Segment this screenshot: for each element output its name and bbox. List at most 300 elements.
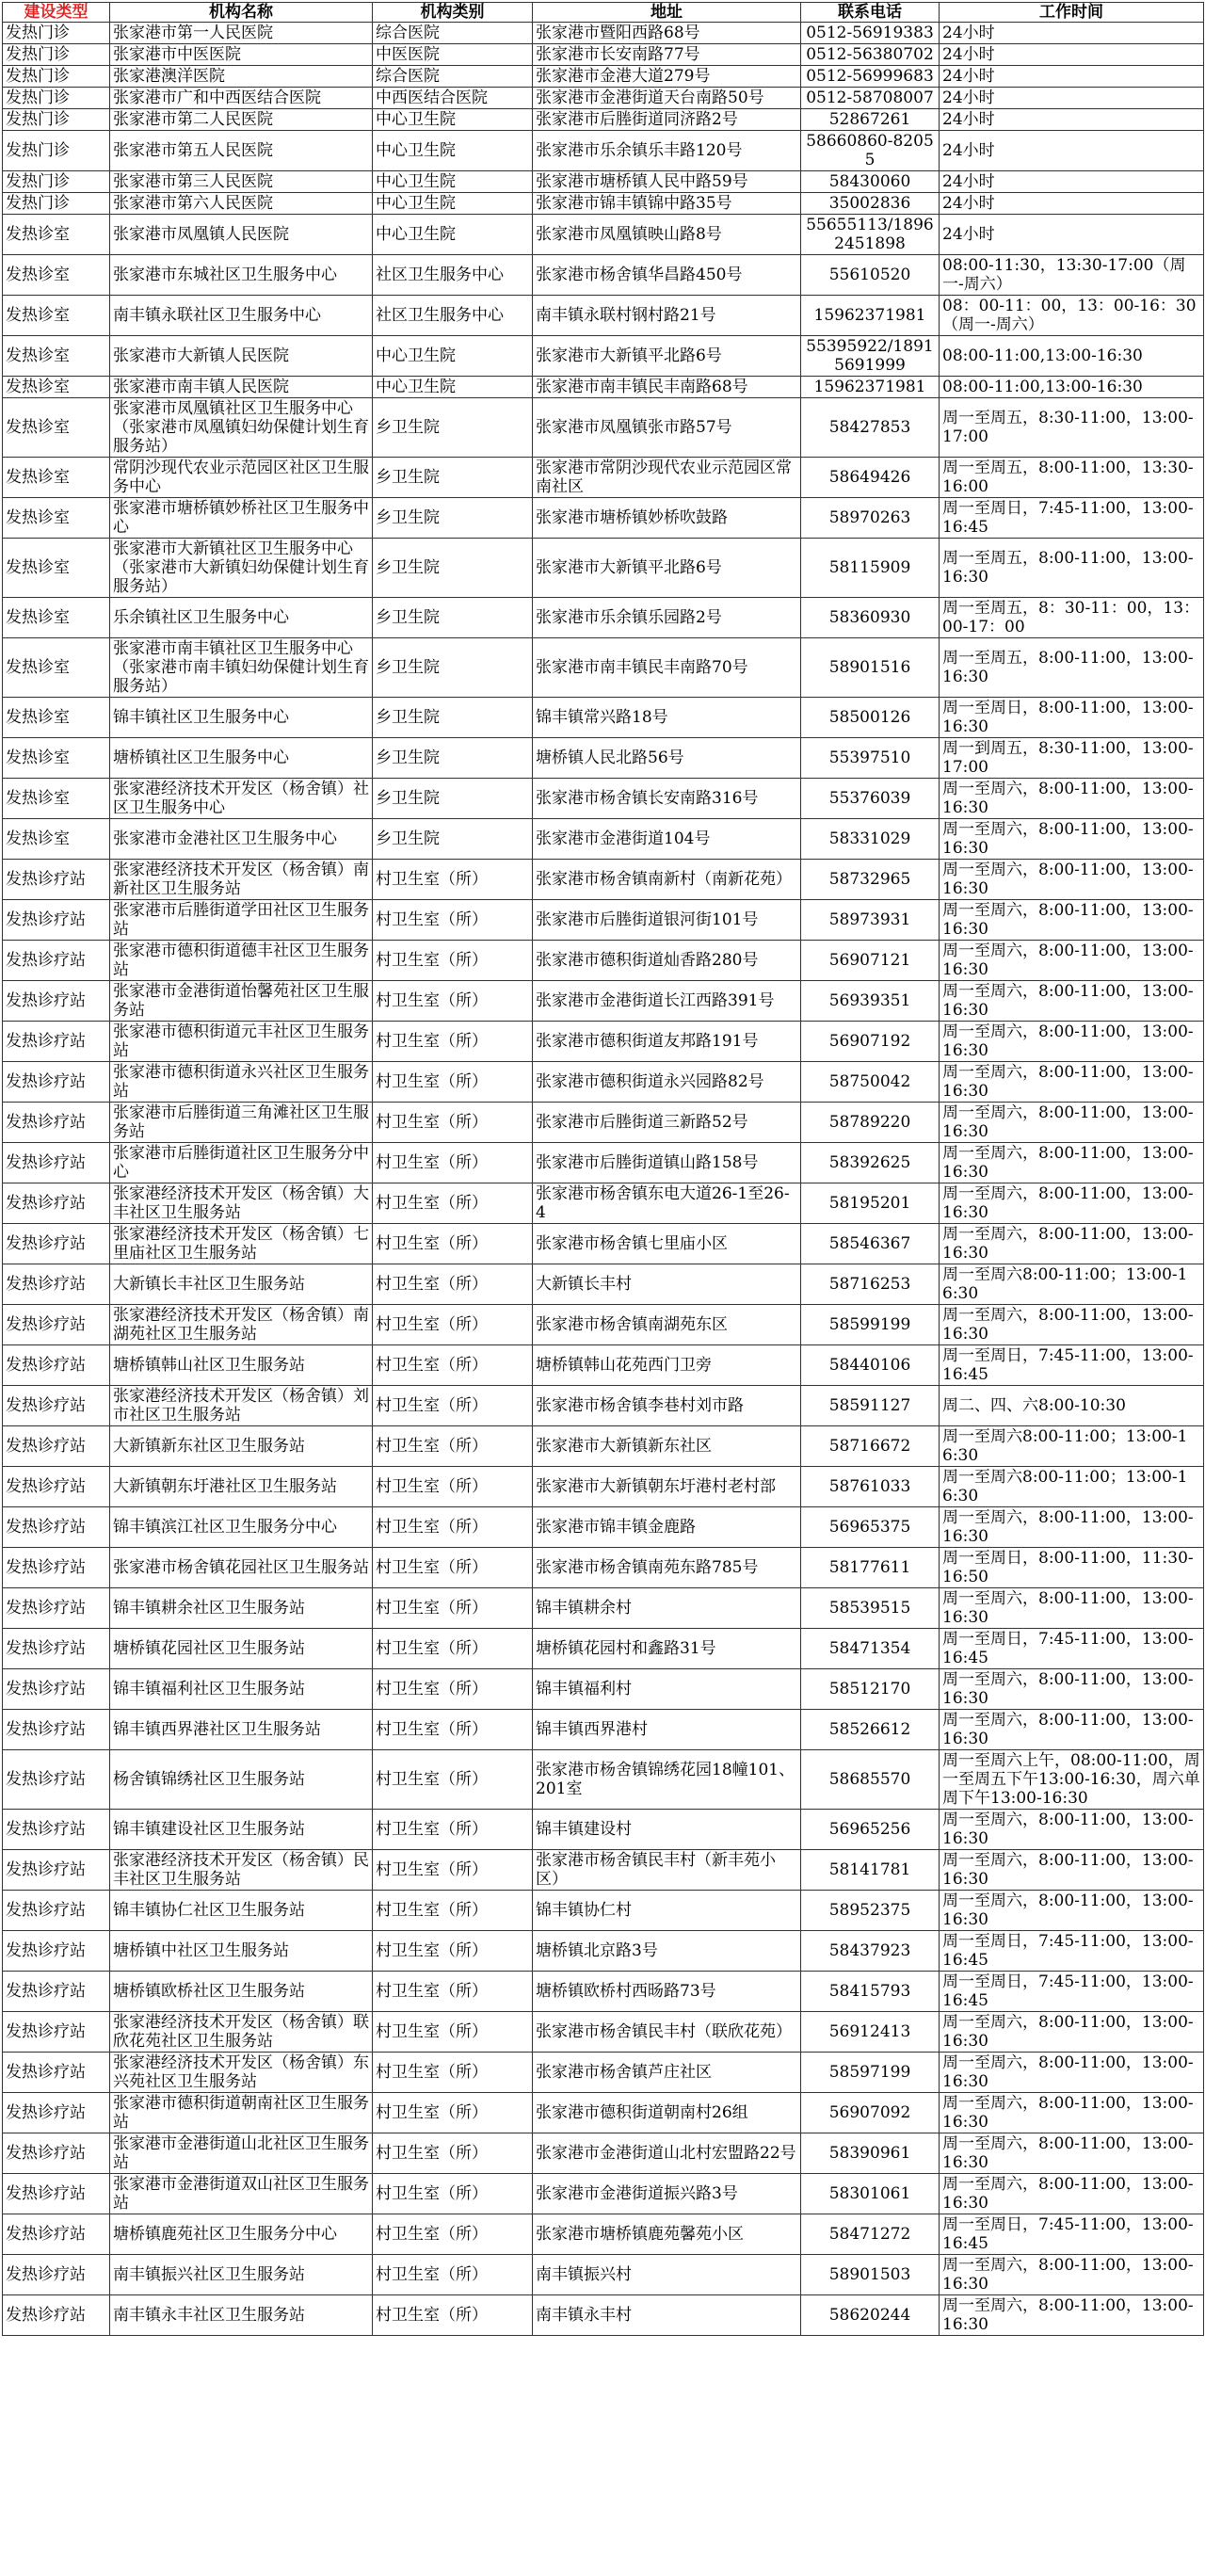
cell-phone: 58660860-82055 [801, 131, 940, 171]
cell-hours: 周一至周六，8:00-11:00，13:00-16:30 [940, 819, 1204, 860]
cell-type: 发热诊室 [3, 215, 110, 255]
cell-type: 发热诊室 [3, 296, 110, 336]
cell-address: 大新镇长丰村 [533, 1264, 801, 1305]
cell-name: 南丰镇永丰社区卫生服务站 [110, 2295, 373, 2336]
cell-category: 村卫生室（所） [373, 1143, 533, 1183]
cell-address: 张家港市后塍街道镇山路158号 [533, 1143, 801, 1183]
cell-name: 锦丰镇滨江社区卫生服务分中心 [110, 1507, 373, 1548]
cell-address: 张家港市大新镇新东社区 [533, 1426, 801, 1467]
cell-phone: 56939351 [801, 981, 940, 1022]
cell-type: 发热诊疗站 [3, 1629, 110, 1669]
cell-address: 张家港市锦丰镇金鹿路 [533, 1507, 801, 1548]
table-row [3, 2133, 1204, 2174]
cell-name: 张家港市凤凰镇社区卫生服务中心（张家港市凤凰镇妇幼保健计划生育服务站） [110, 398, 373, 458]
cell-phone: 58415793 [801, 1972, 940, 2012]
table-row [3, 900, 1204, 941]
cell-name: 南丰镇永联社区卫生服务中心 [110, 296, 373, 336]
cell-type: 发热诊疗站 [3, 2295, 110, 2336]
table-row [3, 779, 1204, 819]
cell-hours: 周一至周六，8:00-11:00，13:00-16:30 [940, 1022, 1204, 1062]
cell-type: 发热诊室 [3, 819, 110, 860]
header-type: 建设类型 [3, 3, 110, 23]
cell-category: 乡卫生院 [373, 398, 533, 458]
cell-phone: 58512170 [801, 1669, 940, 1710]
cell-hours: 周一至周六，8:00-11:00，13:00-16:30 [940, 1710, 1204, 1750]
cell-type: 发热诊疗站 [3, 2214, 110, 2255]
cell-hours: 周一至周六，8:00-11:00，13:00-16:30 [940, 1183, 1204, 1224]
cell-type: 发热诊疗站 [3, 1143, 110, 1183]
cell-type: 发热诊室 [3, 598, 110, 638]
cell-type: 发热诊室 [3, 458, 110, 498]
cell-phone: 58430060 [801, 171, 940, 193]
cell-name: 张家港市杨舍镇花园社区卫生服务站 [110, 1548, 373, 1588]
cell-category: 村卫生室（所） [373, 1750, 533, 1810]
cell-category: 村卫生室（所） [373, 1224, 533, 1264]
cell-hours: 周一至周六，8:00-11:00，13:00-16:30 [940, 1103, 1204, 1143]
table-row [3, 66, 1204, 88]
cell-name: 杨舍镇锦绣社区卫生服务站 [110, 1750, 373, 1810]
table-row [3, 109, 1204, 131]
table-row [3, 1972, 1204, 2012]
cell-address: 张家港市塘桥镇妙桥吹鼓路 [533, 498, 801, 539]
cell-phone: 56907092 [801, 2093, 940, 2133]
cell-name: 张家港市东城社区卫生服务中心 [110, 255, 373, 296]
cell-name: 张家港市金港街道山北社区卫生服务站 [110, 2133, 373, 2174]
cell-address: 张家港市金港街道山北村宏盟路22号 [533, 2133, 801, 2174]
cell-address: 塘桥镇欧桥村西旸路73号 [533, 1972, 801, 2012]
cell-name: 张家港市中医医院 [110, 44, 373, 66]
cell-hours: 周一至周六，8:00-11:00，13:00-16:30 [940, 779, 1204, 819]
table-row [3, 1629, 1204, 1669]
cell-address: 张家港市大新镇平北路6号 [533, 539, 801, 598]
cell-type: 发热门诊 [3, 88, 110, 109]
cell-name: 张家港市金港社区卫生服务中心 [110, 819, 373, 860]
cell-hours: 周一至周日，7:45-11:00，13:00-16:45 [940, 1629, 1204, 1669]
cell-name: 塘桥镇欧桥社区卫生服务站 [110, 1972, 373, 2012]
cell-hours: 周一至周五，8:00-11:00，13:30-16:00 [940, 458, 1204, 498]
table-row [3, 1426, 1204, 1467]
cell-name: 锦丰镇社区卫生服务中心 [110, 698, 373, 738]
cell-name: 乐余镇社区卫生服务中心 [110, 598, 373, 638]
cell-type: 发热诊疗站 [3, 860, 110, 900]
cell-phone: 58195201 [801, 1183, 940, 1224]
cell-hours: 24小时 [940, 66, 1204, 88]
cell-category: 社区卫生服务中心 [373, 296, 533, 336]
cell-name: 张家港澳洋医院 [110, 66, 373, 88]
cell-phone: 55610520 [801, 255, 940, 296]
cell-address: 张家港市凤凰镇映山路8号 [533, 215, 801, 255]
cell-address: 张家港市塘桥镇鹿苑馨苑小区 [533, 2214, 801, 2255]
table-row [3, 1022, 1204, 1062]
cell-type: 发热诊疗站 [3, 1507, 110, 1548]
cell-type: 发热诊疗站 [3, 1183, 110, 1224]
table-row [3, 598, 1204, 638]
cell-phone: 58427853 [801, 398, 940, 458]
cell-address: 张家港市暨阳西路68号 [533, 23, 801, 44]
cell-category: 村卫生室（所） [373, 1345, 533, 1386]
cell-address: 张家港市杨舍镇民丰村（新丰苑小区） [533, 1850, 801, 1891]
cell-phone: 58597199 [801, 2053, 940, 2093]
cell-address: 塘桥镇人民北路56号 [533, 738, 801, 779]
table-row [3, 1588, 1204, 1629]
table-row [3, 2214, 1204, 2255]
cell-hours: 08：00-11：00，13：00-16：30（周一-周六） [940, 296, 1204, 336]
cell-phone: 58685570 [801, 1750, 940, 1810]
cell-type: 发热诊疗站 [3, 2053, 110, 2093]
cell-category: 乡卫生院 [373, 738, 533, 779]
cell-type: 发热诊室 [3, 738, 110, 779]
cell-phone: 55397510 [801, 738, 940, 779]
table-row [3, 1669, 1204, 1710]
cell-address: 张家港市杨舍镇南新村（南新花苑） [533, 860, 801, 900]
cell-phone: 58599199 [801, 1305, 940, 1345]
cell-category: 村卫生室（所） [373, 1507, 533, 1548]
cell-type: 发热诊室 [3, 698, 110, 738]
table-row [3, 1467, 1204, 1507]
cell-type: 发热门诊 [3, 193, 110, 215]
cell-category: 村卫生室（所） [373, 1022, 533, 1062]
table-row [3, 1345, 1204, 1386]
cell-hours: 周一至周六，8:00-11:00，13:00-16:30 [940, 941, 1204, 981]
table-row [3, 398, 1204, 458]
cell-address: 锦丰镇耕余村 [533, 1588, 801, 1629]
table-row [3, 296, 1204, 336]
cell-name: 张家港市南丰镇人民医院 [110, 377, 373, 398]
cell-type: 发热诊疗站 [3, 1426, 110, 1467]
cell-category: 村卫生室（所） [373, 1931, 533, 1972]
cell-category: 村卫生室（所） [373, 1810, 533, 1850]
cell-category: 村卫生室（所） [373, 1183, 533, 1224]
cell-category: 村卫生室（所） [373, 1972, 533, 2012]
table-row [3, 819, 1204, 860]
cell-name: 张家港市第五人民医院 [110, 131, 373, 171]
cell-address: 张家港市南丰镇民丰南路70号 [533, 638, 801, 698]
cell-category: 综合医院 [373, 66, 533, 88]
header-name: 机构名称 [110, 3, 373, 23]
cell-address: 锦丰镇西界港村 [533, 1710, 801, 1750]
cell-phone: 58115909 [801, 539, 940, 598]
cell-name: 张家港市南丰镇社区卫生服务中心（张家港市南丰镇妇幼保健计划生育服务站） [110, 638, 373, 698]
table-row [3, 215, 1204, 255]
cell-hours: 周一到周五，8:30-11:00，13:00-17:00 [940, 738, 1204, 779]
cell-hours: 周一至周六，8:00-11:00，13:00-16:30 [940, 2012, 1204, 2053]
cell-name: 张家港市凤凰镇人民医院 [110, 215, 373, 255]
cell-address: 张家港市德积街道友邦路191号 [533, 1022, 801, 1062]
cell-name: 张家港市第一人民医院 [110, 23, 373, 44]
table-row [3, 498, 1204, 539]
cell-name: 张家港市后塍街道社区卫生服务分中心 [110, 1143, 373, 1183]
cell-hours: 24小时 [940, 193, 1204, 215]
cell-category: 中心卫生院 [373, 171, 533, 193]
cell-hours: 周一至周六，8:00-11:00，13:00-16:30 [940, 1143, 1204, 1183]
cell-hours: 24小时 [940, 88, 1204, 109]
cell-category: 村卫生室（所） [373, 981, 533, 1022]
cell-category: 村卫生室（所） [373, 1062, 533, 1103]
cell-name: 张家港经济技术开发区（杨舍镇）七里庙社区卫生服务站 [110, 1224, 373, 1264]
cell-category: 村卫生室（所） [373, 2053, 533, 2093]
cell-category: 村卫生室（所） [373, 2012, 533, 2053]
cell-hours: 08:00-11:00,13:00-16:30 [940, 336, 1204, 377]
cell-category: 村卫生室（所） [373, 1386, 533, 1426]
cell-type: 发热门诊 [3, 171, 110, 193]
cell-address: 张家港市后塍街道同济路2号 [533, 109, 801, 131]
cell-type: 发热门诊 [3, 109, 110, 131]
cell-name: 张家港市第三人民医院 [110, 171, 373, 193]
cell-category: 村卫生室（所） [373, 1426, 533, 1467]
cell-hours: 周一至周六，8:00-11:00，13:00-16:30 [940, 2295, 1204, 2336]
cell-hours: 周一至周日，8:00-11:00，13:00-16:30 [940, 698, 1204, 738]
cell-name: 大新镇朝东圩港社区卫生服务站 [110, 1467, 373, 1507]
table-row [3, 1224, 1204, 1264]
cell-hours: 24小时 [940, 171, 1204, 193]
cell-type: 发热诊疗站 [3, 2255, 110, 2295]
cell-phone: 0512-58708007 [801, 88, 940, 109]
cell-type: 发热门诊 [3, 23, 110, 44]
fever-clinic-table [2, 2, 1204, 2336]
cell-hours: 24小时 [940, 23, 1204, 44]
cell-name: 张家港市后塍街道学田社区卫生服务站 [110, 900, 373, 941]
cell-name: 张家港市德积街道德丰社区卫生服务站 [110, 941, 373, 981]
cell-phone: 55395922/18915691999 [801, 336, 940, 377]
cell-address: 张家港市金港街道振兴路3号 [533, 2174, 801, 2214]
cell-type: 发热诊室 [3, 638, 110, 698]
cell-category: 村卫生室（所） [373, 2174, 533, 2214]
table-row [3, 2053, 1204, 2093]
cell-phone: 55376039 [801, 779, 940, 819]
table-row [3, 1264, 1204, 1305]
table-row [3, 2255, 1204, 2295]
cell-category: 乡卫生院 [373, 779, 533, 819]
table-row [3, 981, 1204, 1022]
cell-name: 塘桥镇花园社区卫生服务站 [110, 1629, 373, 1669]
cell-phone: 58952375 [801, 1891, 940, 1931]
cell-phone: 58591127 [801, 1386, 940, 1426]
cell-hours: 周一至周六8:00-11:00；13:00-16:30 [940, 1264, 1204, 1305]
table-row [3, 336, 1204, 377]
cell-address: 张家港市杨舍镇华昌路450号 [533, 255, 801, 296]
cell-hours: 周一至周六，8:00-11:00，13:00-16:30 [940, 981, 1204, 1022]
table-row [3, 377, 1204, 398]
cell-category: 村卫生室（所） [373, 1891, 533, 1931]
table-body [3, 23, 1204, 2336]
cell-address: 张家港市杨舍镇民丰村（联欣花苑） [533, 2012, 801, 2053]
cell-category: 乡卫生院 [373, 598, 533, 638]
cell-type: 发热诊疗站 [3, 2133, 110, 2174]
table-row [3, 539, 1204, 598]
table-row [3, 1891, 1204, 1931]
cell-address: 锦丰镇常兴路18号 [533, 698, 801, 738]
cell-name: 张家港市第六人民医院 [110, 193, 373, 215]
cell-hours: 周二、四、六8:00-10:30 [940, 1386, 1204, 1426]
cell-hours: 周一至周日，7:45-11:00，13:00-16:45 [940, 1345, 1204, 1386]
cell-phone: 58973931 [801, 900, 940, 941]
cell-hours: 24小时 [940, 131, 1204, 171]
cell-phone: 58392625 [801, 1143, 940, 1183]
cell-name: 塘桥镇韩山社区卫生服务站 [110, 1345, 373, 1386]
cell-type: 发热诊疗站 [3, 1891, 110, 1931]
cell-type: 发热诊疗站 [3, 1103, 110, 1143]
cell-address: 张家港市大新镇平北路6号 [533, 336, 801, 377]
cell-category: 村卫生室（所） [373, 2133, 533, 2174]
table-row [3, 1850, 1204, 1891]
table-row [3, 1750, 1204, 1810]
cell-address: 张家港市大新镇朝东圩港村老村部 [533, 1467, 801, 1507]
cell-category: 社区卫生服务中心 [373, 255, 533, 296]
cell-hours: 08:00-11:30，13:30-17:00（周一-周六） [940, 255, 1204, 296]
cell-name: 张家港市广和中西医结合医院 [110, 88, 373, 109]
cell-type: 发热诊疗站 [3, 2093, 110, 2133]
cell-name: 张家港市金港街道怡馨苑社区卫生服务站 [110, 981, 373, 1022]
cell-address: 南丰镇振兴村 [533, 2255, 801, 2295]
cell-hours: 周一至周六，8:00-11:00，13:00-16:30 [940, 1305, 1204, 1345]
cell-address: 张家港市塘桥镇人民中路59号 [533, 171, 801, 193]
cell-name: 张家港市德积街道元丰社区卫生服务站 [110, 1022, 373, 1062]
header-phone: 联系电话 [801, 3, 940, 23]
cell-type: 发热诊疗站 [3, 1850, 110, 1891]
cell-type: 发热诊疗站 [3, 1931, 110, 1972]
cell-category: 村卫生室（所） [373, 1669, 533, 1710]
table-row [3, 44, 1204, 66]
cell-phone: 58649426 [801, 458, 940, 498]
table-row [3, 1143, 1204, 1183]
cell-address: 张家港市金港街道天台南路50号 [533, 88, 801, 109]
cell-phone: 58716672 [801, 1426, 940, 1467]
table-row [3, 1386, 1204, 1426]
cell-phone: 58471272 [801, 2214, 940, 2255]
table-row [3, 698, 1204, 738]
cell-address: 张家港市长安南路77号 [533, 44, 801, 66]
cell-hours: 周一至周六，8:00-11:00，13:00-16:30 [940, 2133, 1204, 2174]
cell-hours: 周一至周六，8:00-11:00，13:00-16:30 [940, 860, 1204, 900]
cell-phone: 52867261 [801, 109, 940, 131]
cell-name: 锦丰镇耕余社区卫生服务站 [110, 1588, 373, 1629]
cell-name: 锦丰镇协仁社区卫生服务站 [110, 1891, 373, 1931]
table-row [3, 1305, 1204, 1345]
cell-category: 村卫生室（所） [373, 1103, 533, 1143]
cell-name: 锦丰镇建设社区卫生服务站 [110, 1810, 373, 1850]
header-category: 机构类别 [373, 3, 533, 23]
cell-address: 张家港市锦丰镇锦中路35号 [533, 193, 801, 215]
cell-category: 中心卫生院 [373, 336, 533, 377]
cell-hours: 周一至周六，8:00-11:00，13:00-16:30 [940, 2174, 1204, 2214]
table-row [3, 1931, 1204, 1972]
header-hours: 工作时间 [940, 3, 1204, 23]
cell-category: 村卫生室（所） [373, 1467, 533, 1507]
cell-hours: 周一至周六，8:00-11:00，13:00-16:30 [940, 2053, 1204, 2093]
table-row [3, 2093, 1204, 2133]
cell-phone: 58437923 [801, 1931, 940, 1972]
cell-phone: 58390961 [801, 2133, 940, 2174]
cell-hours: 周一至周五，8:30-11:00，13:00-17:00 [940, 398, 1204, 458]
cell-type: 发热诊室 [3, 377, 110, 398]
cell-hours: 周一至周六，8:00-11:00，13:00-16:30 [940, 900, 1204, 941]
cell-address: 张家港市杨舍镇李巷村刘市路 [533, 1386, 801, 1426]
cell-category: 村卫生室（所） [373, 2295, 533, 2336]
cell-phone: 58761033 [801, 1467, 940, 1507]
cell-phone: 58750042 [801, 1062, 940, 1103]
cell-phone: 58360930 [801, 598, 940, 638]
cell-category: 中心卫生院 [373, 109, 533, 131]
cell-address: 张家港市杨舍镇锦绣花园18幢101、201室 [533, 1750, 801, 1810]
cell-type: 发热诊疗站 [3, 1467, 110, 1507]
table-row [3, 2295, 1204, 2336]
cell-phone: 35002836 [801, 193, 940, 215]
cell-type: 发热诊疗站 [3, 2012, 110, 2053]
cell-type: 发热诊疗站 [3, 1264, 110, 1305]
cell-category: 乡卫生院 [373, 458, 533, 498]
cell-type: 发热门诊 [3, 66, 110, 88]
table-row [3, 1103, 1204, 1143]
cell-address: 张家港市后塍街道三新路52号 [533, 1103, 801, 1143]
cell-address: 张家港市德积街道永兴园路82号 [533, 1062, 801, 1103]
cell-type: 发热诊疗站 [3, 2174, 110, 2214]
cell-type: 发热门诊 [3, 44, 110, 66]
cell-address: 张家港市杨舍镇南苑东路785号 [533, 1548, 801, 1588]
table-row [3, 131, 1204, 171]
cell-phone: 58789220 [801, 1103, 940, 1143]
cell-phone: 56965375 [801, 1507, 940, 1548]
cell-category: 村卫生室（所） [373, 2255, 533, 2295]
cell-category: 乡卫生院 [373, 498, 533, 539]
cell-type: 发热诊疗站 [3, 1305, 110, 1345]
cell-name: 张家港市后塍街道三角滩社区卫生服务站 [110, 1103, 373, 1143]
cell-name: 塘桥镇社区卫生服务中心 [110, 738, 373, 779]
cell-address: 张家港市杨舍镇七里庙小区 [533, 1224, 801, 1264]
cell-category: 乡卫生院 [373, 819, 533, 860]
cell-hours: 08:00-11:00,13:00-16:30 [940, 377, 1204, 398]
cell-hours: 周一至周六，8:00-11:00，13:00-16:30 [940, 1507, 1204, 1548]
cell-category: 村卫生室（所） [373, 941, 533, 981]
cell-type: 发热诊疗站 [3, 941, 110, 981]
cell-address: 张家港市杨舍镇芦庄社区 [533, 2053, 801, 2093]
cell-name: 张家港市大新镇人民医院 [110, 336, 373, 377]
cell-category: 中医医院 [373, 44, 533, 66]
cell-hours: 周一至周五，8:00-11:00，13:00-16:30 [940, 638, 1204, 698]
cell-phone: 58440106 [801, 1345, 940, 1386]
cell-category: 中心卫生院 [373, 215, 533, 255]
table-row [3, 738, 1204, 779]
cell-name: 大新镇长丰社区卫生服务站 [110, 1264, 373, 1305]
cell-phone: 56912413 [801, 2012, 940, 2053]
cell-phone: 58500126 [801, 698, 940, 738]
cell-hours: 周一至周日，7:45-11:00，13:00-16:45 [940, 2214, 1204, 2255]
table-row [3, 88, 1204, 109]
cell-address: 张家港市杨舍镇南湖苑东区 [533, 1305, 801, 1345]
cell-phone: 58526612 [801, 1710, 940, 1750]
cell-phone: 0512-56919383 [801, 23, 940, 44]
cell-hours: 周一至周六，8:00-11:00，13:00-16:30 [940, 1850, 1204, 1891]
cell-hours: 周一至周六，8:00-11:00，13:00-16:30 [940, 1891, 1204, 1931]
cell-type: 发热诊疗站 [3, 981, 110, 1022]
cell-name: 塘桥镇中社区卫生服务站 [110, 1931, 373, 1972]
cell-name: 张家港市塘桥镇妙桥社区卫生服务中心 [110, 498, 373, 539]
cell-hours: 周一至周六，8:00-11:00，13:00-16:30 [940, 2255, 1204, 2295]
cell-name: 塘桥镇鹿苑社区卫生服务分中心 [110, 2214, 373, 2255]
cell-hours: 24小时 [940, 215, 1204, 255]
cell-category: 村卫生室（所） [373, 860, 533, 900]
cell-phone: 58177611 [801, 1548, 940, 1588]
cell-phone: 0512-56999683 [801, 66, 940, 88]
cell-hours: 周一至周日，7:45-11:00，13:00-16:45 [940, 498, 1204, 539]
cell-hours: 周一至周六8:00-11:00；13:00-16:30 [940, 1426, 1204, 1467]
cell-category: 中心卫生院 [373, 131, 533, 171]
cell-address: 张家港市常阴沙现代农业示范园区常南社区 [533, 458, 801, 498]
cell-category: 村卫生室（所） [373, 1588, 533, 1629]
cell-type: 发热诊疗站 [3, 1669, 110, 1710]
cell-hours: 周一至周五，8：30-11：00，13：00-17：00 [940, 598, 1204, 638]
cell-type: 发热诊疗站 [3, 1588, 110, 1629]
table-row [3, 1810, 1204, 1850]
